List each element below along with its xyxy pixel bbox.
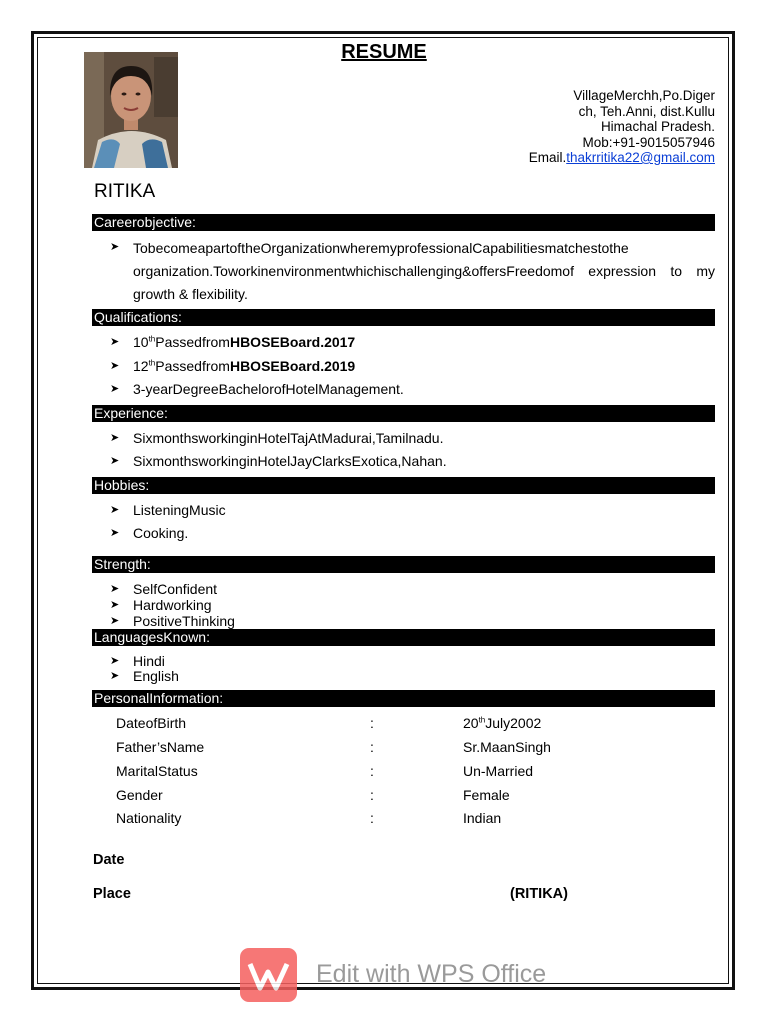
resume-title: RESUME (341, 41, 427, 63)
profile-photo (84, 52, 178, 168)
email-line (475, 150, 715, 166)
section-qualifications: Qualifications: (92, 309, 715, 326)
wps-watermark-text: Edit with WPS Office (316, 960, 547, 988)
personal-info-value: Female (463, 787, 510, 803)
section-career-objective: Careerobjective: (92, 214, 715, 231)
qualification-text: 3-yearDegreeBachelorofHotelManagement. (133, 381, 404, 397)
contact-address (475, 88, 715, 166)
bullet-arrow-icon: ➤ (110, 599, 120, 611)
bullet-arrow-icon: ➤ (110, 655, 120, 667)
section-strength: Strength: (92, 556, 715, 573)
qualification-grade-suffix: th (148, 358, 156, 368)
personal-info-label: Gender (116, 787, 163, 803)
address-line-2: ch, Teh.Anni, dist.Kullu (578, 103, 715, 119)
bullet-arrow-icon: ➤ (110, 241, 120, 253)
qualification-grade: 10 (133, 334, 149, 350)
personal-info-separator: : (370, 787, 374, 803)
objective-text: TobecomeapartoftheOrganizationwheremyprofessionalCapabilitiesmatchestothe organization.Toworkinenvironmentwhichischallenging&offersFreedomof expression to my growth & flexibility. (133, 240, 715, 302)
bullet-arrow-icon: ➤ (110, 583, 120, 595)
mobile-number: Mob:+91-9015057946 (582, 134, 715, 150)
section-personal-information: PersonalInformation: (92, 690, 715, 707)
personal-info-value: Sr.MaanSingh (463, 739, 551, 755)
personal-info-value: Indian (463, 810, 502, 826)
experience-text: SixmonthsworkinginHotelJayClarksExotica,Nahan. (133, 453, 447, 469)
personal-info-value: 20thJuly2002 (463, 715, 542, 731)
personal-info-label: Father’sName (116, 739, 205, 755)
personal-info-label: DateofBirth (116, 715, 187, 731)
qualification-board: HBOSEBoard.2019 (229, 358, 356, 374)
qualification-board: HBOSEBoard.2017 (229, 334, 356, 350)
qualification-text: Passedfrom (155, 358, 230, 374)
bullet-arrow-icon: ➤ (110, 615, 120, 627)
personal-info-separator: : (370, 715, 374, 731)
bullet-arrow-icon: ➤ (110, 504, 120, 516)
strength-text: PositiveThinking (133, 613, 235, 629)
bullet-arrow-icon: ➤ (110, 455, 120, 467)
personal-info-label: Nationality (116, 810, 182, 826)
personal-info-separator: : (370, 739, 374, 755)
bullet-arrow-icon: ➤ (110, 360, 120, 372)
bullet-arrow-icon: ➤ (110, 383, 120, 395)
strength-text: SelfConfident (133, 581, 218, 597)
place-label: Place (93, 886, 131, 902)
qualification-grade-suffix: th (148, 334, 156, 344)
experience-text: SixmonthsworkinginHotelTajAtMadurai,Tamilnadu. (133, 430, 444, 446)
language-text: English (133, 668, 179, 684)
section-hobbies: Hobbies: (92, 477, 715, 494)
section-experience: Experience: (92, 405, 715, 422)
bullet-arrow-icon: ➤ (110, 527, 120, 539)
personal-info-label: MaritalStatus (116, 763, 198, 779)
email-link[interactable]: thakrritika22@gmail.com (566, 150, 715, 165)
signature-name: (RITIKA) (510, 886, 568, 902)
address-line-1: VillageMerchh,Po.Diger (573, 88, 715, 103)
qualification-text: Passedfrom (155, 334, 230, 350)
language-text: Hindi (133, 653, 165, 669)
personal-info-value: Un-Married (463, 763, 534, 779)
bullet-arrow-icon: ➤ (110, 336, 120, 348)
personal-info-separator: : (370, 763, 374, 779)
bullet-arrow-icon: ➤ (110, 670, 120, 682)
email-prefix: Email. (528, 150, 567, 165)
date-label: Date (93, 852, 125, 868)
hobby-text: ListeningMusic (133, 502, 226, 518)
address-line-3: Himachal Pradesh. (600, 119, 715, 134)
wps-logo-icon (240, 948, 297, 1002)
candidate-name: RITIKA (94, 181, 156, 202)
wps-watermark[interactable] (240, 948, 560, 1002)
strength-text: Hardworking (133, 597, 212, 613)
qualification-grade: 12 (133, 358, 149, 374)
hobby-text: Cooking. (133, 525, 189, 541)
bullet-arrow-icon: ➤ (110, 432, 120, 444)
personal-info-separator: : (370, 810, 374, 826)
section-languages: LanguagesKnown: (92, 629, 715, 646)
